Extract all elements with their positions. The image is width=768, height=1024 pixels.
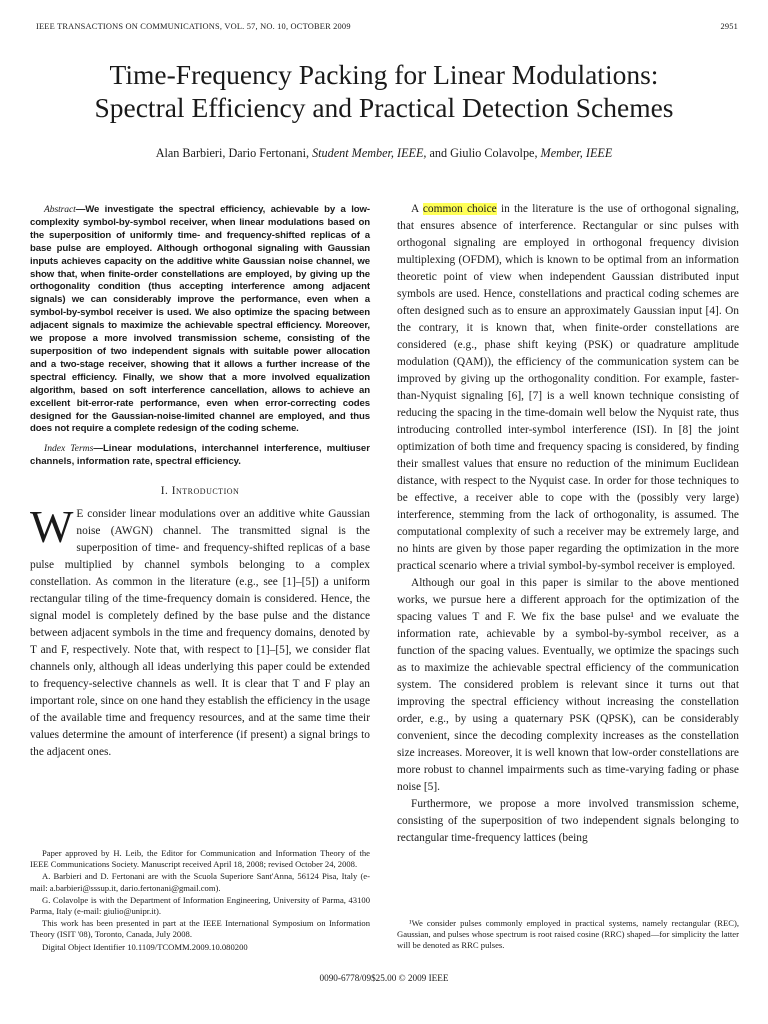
title-line-1: Time-Frequency Packing for Linear Modulations: bbox=[109, 59, 659, 90]
title-line-2: Spectral Efficiency and Practical Detection Schemes bbox=[94, 92, 674, 123]
copyright-footer: 0090-6778/09$25.00 © 2009 IEEE bbox=[319, 973, 449, 983]
footnote-editor: Paper approved by H. Leib, the Editor for Communication and Information Theory of the IEEE Communications Society. Manuscript received April 18, 2008; revised October 24, 2008. bbox=[30, 848, 370, 870]
intro-paragraph-text: E consider linear modulations over an additive white Gaussian noise (AWGN) channel. The transmitted signal is the superposition of time- and frequency-shifted replicas of a base pulse multiplied by channel symbols belonging to a complex constellation. As common in the literature (e.g., see [1]–[5]) a uniform rectangular tiling of the time-frequency domain is considered. Hence, the signal model is completely defined by the base pulse and the distance between adjacent symbols in the time and frequency domains, denoted by T and F, respectively. Note that, with respect to [1]–[5], we consider flat channels only, although all ideas underlying this paper could be extended to frequency-selective channels as well. It is clear that T and F play an important role, since on one hand they establish the efficiency in the usage of the available time and frequency resources, and at the same time their values determine the amount of interference (if present) a signal brings to the adjacent ones. bbox=[30, 508, 370, 759]
footnote-presented: This work has been presented in part at the IEEE International Symposium on Information Theory (ISIT '08), Toronto, Canada, July 2008. bbox=[30, 918, 370, 940]
abstract-text: —We investigate the spectral efficiency, achievable by a low-complexity symbol-by-symbol receiver, when linear modulations based on the superposition of uniformly time- and frequency-shifted replicas of a base pulse are employed. Although orthogonal signaling with Gaussian inputs achieves capacity on the additive white Gaussian noise channel, we show that, when finite-order constellations are employed, by giving up the orthogonality condition (thus accepting interference among adjacent signals) we can considerably improve the performance, even when a symbol-by-symbol receiver is used. We also optimize the spacing between adjacent signals to maximize the achievable spectral efficiency. Moreover, we propose a more involved transmission scheme, consisting of the superposition of two independent signals with suitable power allocation and a two-stage receiver, showing that it allows a further increase of the spectral efficiency. Finally, we show that a more involved equalization algorithm, based on soft interference cancellation, allows to achieve an excellent bit-error-rate performance, even when error-correcting codes designed for the Gaussian-noise-limited channel are employed, and thus does not require a complete redesign of the coding scheme. bbox=[30, 204, 370, 435]
highlighted-phrase: common choice bbox=[422, 203, 497, 215]
author-list bbox=[30, 146, 738, 161]
author-names-a: Alan Barbieri, Dario Fertonani, bbox=[155, 146, 310, 160]
index-terms bbox=[30, 443, 370, 469]
right-paragraph-1 bbox=[397, 201, 739, 575]
left-column bbox=[30, 204, 370, 761]
footnote-doi: Digital Object Identifier 10.1109/TCOMM.2009.10.080200 bbox=[42, 941, 248, 952]
section-title: Introduction bbox=[171, 485, 240, 498]
index-terms-text: —Linear modulations, interchannel interference, multiuser channels, information rate, spectral efficiency. bbox=[30, 443, 370, 468]
p1-rest: in the literature is the use of orthogonal signaling, that ensures absence of interference. Rectangular or sinc pulses with orthogonal signaling are employed in orthogonal frequency division multiplexing (OFDM), which is known to be optimal from an information theoretic point of view when independent Gaussian distributed input symbols are used. Hence, constellations and practical coding schemes are often designed such as to ensure an approximately Gaussian input [4]. On the contrary, it is known that, when finite-order constellations are considered (e.g., phase shift keying (PSK) or quadrature amplitude modulation (QAM)), the efficiency of the communication system can be improved by giving up the orthogonality condition. For example, faster-than-Nyquist signaling [6], [7] is a well known technique consisting of reducing the spacing in the time-domain well below the Nyquist rate, thus introducing controlled inter-symbol interference (ISI). In [8] the joint optimization of both time and frequency spacing is considered, by finding their smallest values that ensure no reduction of the minimum Euclidean distance, with respect to the Nyquist case. In order for those techniques to be effective, a receiver able to cope with the (possibly very large) interference, stemming from the lack of orthogonality, is assumed. The computational complexity of such a receiver may be extremely large, and no hints are given by those paper regarding the optimization in the more practical scenario where a trivial symbol-by-symbol receiver is employed. bbox=[397, 203, 739, 572]
footnote-affiliation-1: A. Barbieri and D. Fertonani are with the Scuola Superiore Sant'Anna, 56124 Pisa, Italy (e-mail: a.barbieri@sssup.it, dario.fertonani@gmail.com). bbox=[30, 871, 370, 893]
footnote-affiliation-2: G. Colavolpe is with the Department of Information Engineering, University of Parma, 43100 Parma, Italy (e-mail: giulio@unipr.it). bbox=[30, 894, 370, 917]
right-paragraph-2: Although our goal in this paper is similar to the above mentioned works, we pursue here a different approach for the optimization of the spacing values T and F. We fix the base pulse¹ and we evaluate the information rate, achievable by a symbol-by-symbol receiver, as a function of the spacing values. Eventually, we optimize the spacings such as to maximize the achievable spectral efficiency of the communication system. The considered problem is relevant since it turns out that improving the spectral efficiency without increasing the constellation order, e.g., by using a quaternary PSK (QPSK), can be considerably convenient, since the decoding complexity increases as the constellation size increases. Moreover, it is well known that low-order constellations are more robust to channel impairments such as time-varying fading or phase noise [5]. bbox=[397, 577, 739, 793]
left-footnotes bbox=[30, 848, 370, 954]
intro-paragraph bbox=[30, 501, 370, 761]
footnote-pulses: ¹We consider pulses commonly employed in practical systems, namely rectangular (REC), Gaussian, and pulses whose spectrum is root raised cosine (RRC) shaped—for simplicity the latter will be denoted as RRC pulses. bbox=[397, 918, 739, 951]
abstract-lead: Abstract bbox=[44, 204, 76, 215]
author-names-b: and Giulio Colavolpe, bbox=[429, 146, 538, 160]
page-number: 2951 bbox=[720, 22, 738, 31]
section-number: I. bbox=[160, 485, 169, 498]
abstract bbox=[30, 204, 370, 436]
p1-start: A bbox=[411, 203, 423, 215]
author-role-a: Student Member, IEEE, bbox=[312, 146, 427, 160]
right-footnote bbox=[397, 918, 739, 952]
right-column bbox=[397, 201, 739, 847]
journal-name: IEEE TRANSACTIONS ON COMMUNICATIONS, VOL. 57, NO. 10, OCTOBER 2009 bbox=[36, 22, 351, 31]
drop-cap: W bbox=[30, 501, 74, 553]
paper-title bbox=[30, 58, 738, 124]
index-terms-lead: Index Terms bbox=[44, 443, 94, 455]
right-paragraph-3: Furthermore, we propose a more involved transmission scheme, consisting of the superposition of two independent signals belonging to rectangular time-frequency lattices (being bbox=[397, 798, 739, 844]
running-header bbox=[36, 22, 738, 36]
introduction-body bbox=[30, 501, 370, 761]
section-heading bbox=[30, 483, 370, 500]
author-role-b: Member, IEEE bbox=[540, 146, 613, 160]
